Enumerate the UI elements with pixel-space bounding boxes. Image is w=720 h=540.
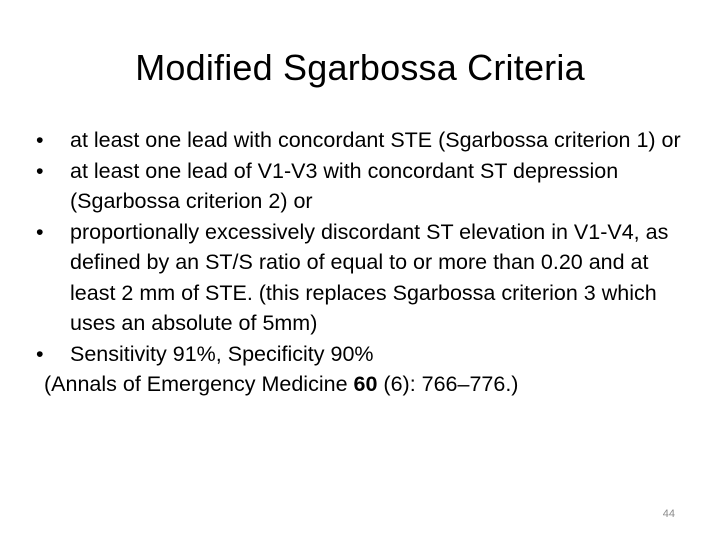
- bullet-item: [36, 125, 686, 156]
- citation-suffix: (6): 766–776.): [377, 372, 519, 396]
- citation-volume: 60: [353, 372, 378, 396]
- bullet-marker: •: [36, 219, 44, 244]
- slide-title: Modified Sgarbossa Criteria: [135, 47, 585, 88]
- citation: [36, 369, 686, 400]
- bullet-marker: •: [36, 341, 44, 366]
- bullet-list: [36, 125, 686, 369]
- bullet-item: [36, 339, 686, 370]
- bullet-text: at least one lead of V1-V3 with concordant ST depression (Sgarbossa criterion 2) or: [70, 158, 619, 213]
- slide-body: [36, 125, 686, 400]
- bullet-item: [36, 156, 686, 217]
- bullet-text: proportionally excessively discordant ST elevation in V1-V4, as defined by an ST/S ratio of equal to or more than 0.20 and at least 2 mm of STE. (this replaces Sgarbossa criterion 3 which uses an absolute of 5mm): [70, 219, 669, 335]
- bullet-marker: •: [36, 128, 44, 152]
- page-number: 44: [662, 508, 675, 520]
- citation-prefix: (Annals of Emergency Medicine: [44, 372, 354, 396]
- bullet-marker: •: [36, 158, 44, 183]
- bullet-text: at least one lead with concordant STE (Sgarbossa criterion 1) or: [70, 128, 681, 152]
- bullet-text: Sensitivity 91%, Specificity 90%: [70, 341, 374, 366]
- bullet-item: [36, 217, 686, 339]
